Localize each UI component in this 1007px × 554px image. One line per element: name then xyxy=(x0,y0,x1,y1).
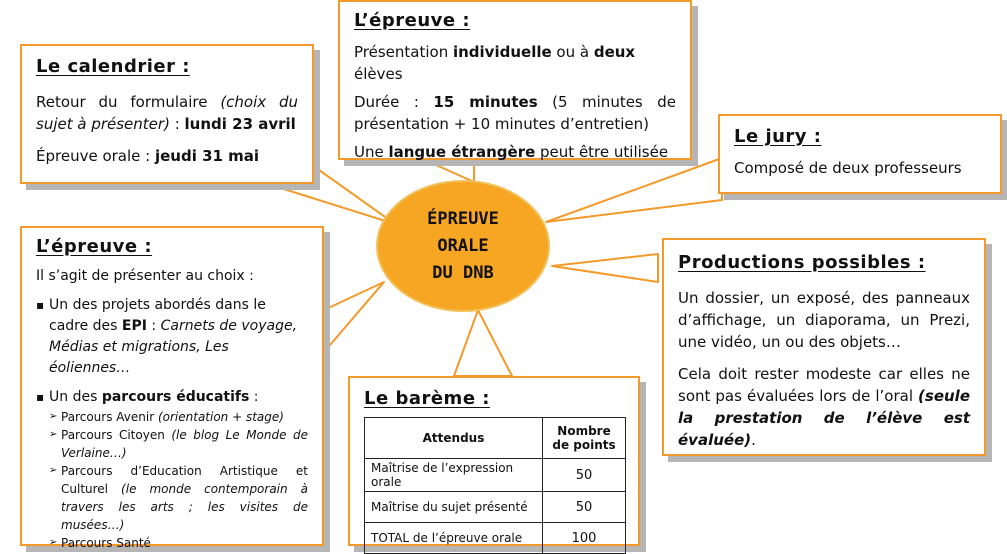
table-row xyxy=(365,492,626,523)
productions-list-text: Un dossier, un exposé, des panneaux d’affichage, un diaporama, un Prezi, une vidéo, un ou des objets… xyxy=(678,289,970,351)
epreuve-top-l1b: individuelle xyxy=(452,43,552,61)
item2-sep: : xyxy=(249,389,259,405)
item1-text: Un des projets abordés dans le cadre des xyxy=(49,297,266,334)
list-item xyxy=(36,387,308,552)
epreuve-left-intro: Il s’agit de présenter au choix : xyxy=(36,268,254,284)
bareme-table xyxy=(364,417,626,554)
connector-epreuve-left xyxy=(324,282,384,352)
productions-note-emphasis: (seule la prestation de l’élève est évaluée) xyxy=(678,387,970,449)
epreuve-top-l3a: Une xyxy=(354,143,389,161)
parcours-list xyxy=(49,408,308,552)
row-label: TOTAL de l’épreuve orale xyxy=(365,523,543,554)
epreuve-top-l2b: 15 minutes xyxy=(433,93,538,111)
item2-text: Un des xyxy=(49,389,102,405)
jury-box xyxy=(718,114,1002,194)
epreuve-top-l3c: peut être utilisée xyxy=(535,143,669,161)
row-label: Maîtrise du sujet présenté xyxy=(365,492,543,523)
sub3-text: Parcours d’Education Artistique et Culturel xyxy=(61,464,308,496)
productions-note-end: . xyxy=(751,431,756,449)
epreuve-top-l1d: deux xyxy=(593,43,636,61)
epreuve-top-l3b: langue étrangère xyxy=(388,143,536,161)
connector-epreuve-top xyxy=(425,160,474,182)
table-row xyxy=(365,523,626,554)
list-item xyxy=(49,426,308,462)
list-item xyxy=(36,295,308,379)
epreuve-left-title: L’épreuve : xyxy=(36,236,153,257)
connector-jury xyxy=(546,158,722,222)
row-points: 100 xyxy=(543,523,626,554)
center-title-ellipse xyxy=(376,180,550,312)
item2-bold: parcours éducatifs xyxy=(101,389,250,405)
epreuve-top-l1a: Présentation xyxy=(354,43,453,61)
calendrier-oral-date: jeudi 31 mai xyxy=(154,147,260,165)
sub2-text: Parcours Citoyen xyxy=(61,428,172,442)
productions-box xyxy=(662,238,986,456)
epreuve-top-box xyxy=(338,0,692,160)
epreuve-left-box xyxy=(20,226,324,550)
productions-note-text: Cela doit rester modeste car elles ne sont pas évaluées lors de l’oral xyxy=(678,365,970,405)
row-label: Maîtrise de l’expression orale xyxy=(365,459,543,492)
item1-epi: EPI xyxy=(121,318,147,334)
center-title-line3: DU DNB xyxy=(432,262,494,283)
connector-productions xyxy=(552,254,658,282)
epreuve-top-line3 xyxy=(354,141,676,163)
epreuve-top-l2a: Durée : xyxy=(354,93,434,111)
epreuve-top-l1e: élèves xyxy=(354,65,403,83)
calendrier-return-sep: : xyxy=(169,115,185,133)
epreuve-top-line1 xyxy=(354,41,676,85)
sub3-italic: (le monde contemporain à travers les arts ; les visites de musées…) xyxy=(61,482,308,532)
header-points: Nombre de points xyxy=(543,418,626,459)
calendrier-return-line xyxy=(36,91,298,135)
list-item: ➢ Parcours Santé xyxy=(49,534,308,552)
calendrier-oral-text: Épreuve orale : xyxy=(36,147,155,165)
row-points: 50 xyxy=(543,492,626,523)
item1-projects: Carnets de voyage, Médias et migrations, Les éoliennes… xyxy=(49,318,298,376)
center-title-line1: ÉPREUVE xyxy=(427,208,499,229)
productions-title: Productions possibles : xyxy=(678,252,926,273)
epreuve-left-list xyxy=(36,295,308,552)
jury-text: Composé de deux professeurs xyxy=(734,159,962,177)
calendrier-title: Le calendrier : xyxy=(36,56,190,77)
epreuve-top-line2 xyxy=(354,91,676,135)
connector-bareme xyxy=(454,310,512,376)
sub2-italic: (le blog Le Monde de Verlaine…) xyxy=(61,428,308,460)
productions-note xyxy=(678,363,970,451)
sub1-italic: (orientation + stage) xyxy=(157,410,284,424)
table-header-row xyxy=(365,418,626,459)
center-title-line2: ORALE xyxy=(437,235,489,256)
list-item xyxy=(49,408,308,426)
header-attendus: Attendus xyxy=(365,418,543,459)
item1-sep: : xyxy=(146,318,161,334)
calendrier-return-italic: (choix du sujet à présenter) xyxy=(36,93,298,133)
calendrier-return-date: lundi 23 avril xyxy=(184,115,296,133)
epreuve-top-title: L’épreuve : xyxy=(354,10,471,31)
epreuve-top-l1c: ou à xyxy=(551,43,594,61)
epreuve-top-l2c: (5 minutes de présentation + 10 minutes d’entretien) xyxy=(354,93,676,133)
table-row xyxy=(365,459,626,492)
jury-title: Le jury : xyxy=(734,126,822,147)
bareme-box xyxy=(348,376,640,546)
calendrier-box xyxy=(20,44,314,184)
calendrier-return-text: Retour du formulaire xyxy=(36,93,221,111)
calendrier-oral-line xyxy=(36,145,298,167)
bareme-title: Le barème : xyxy=(364,388,490,409)
sub1-text: Parcours Avenir xyxy=(61,410,158,424)
row-points: 50 xyxy=(543,459,626,492)
list-item xyxy=(49,462,308,534)
